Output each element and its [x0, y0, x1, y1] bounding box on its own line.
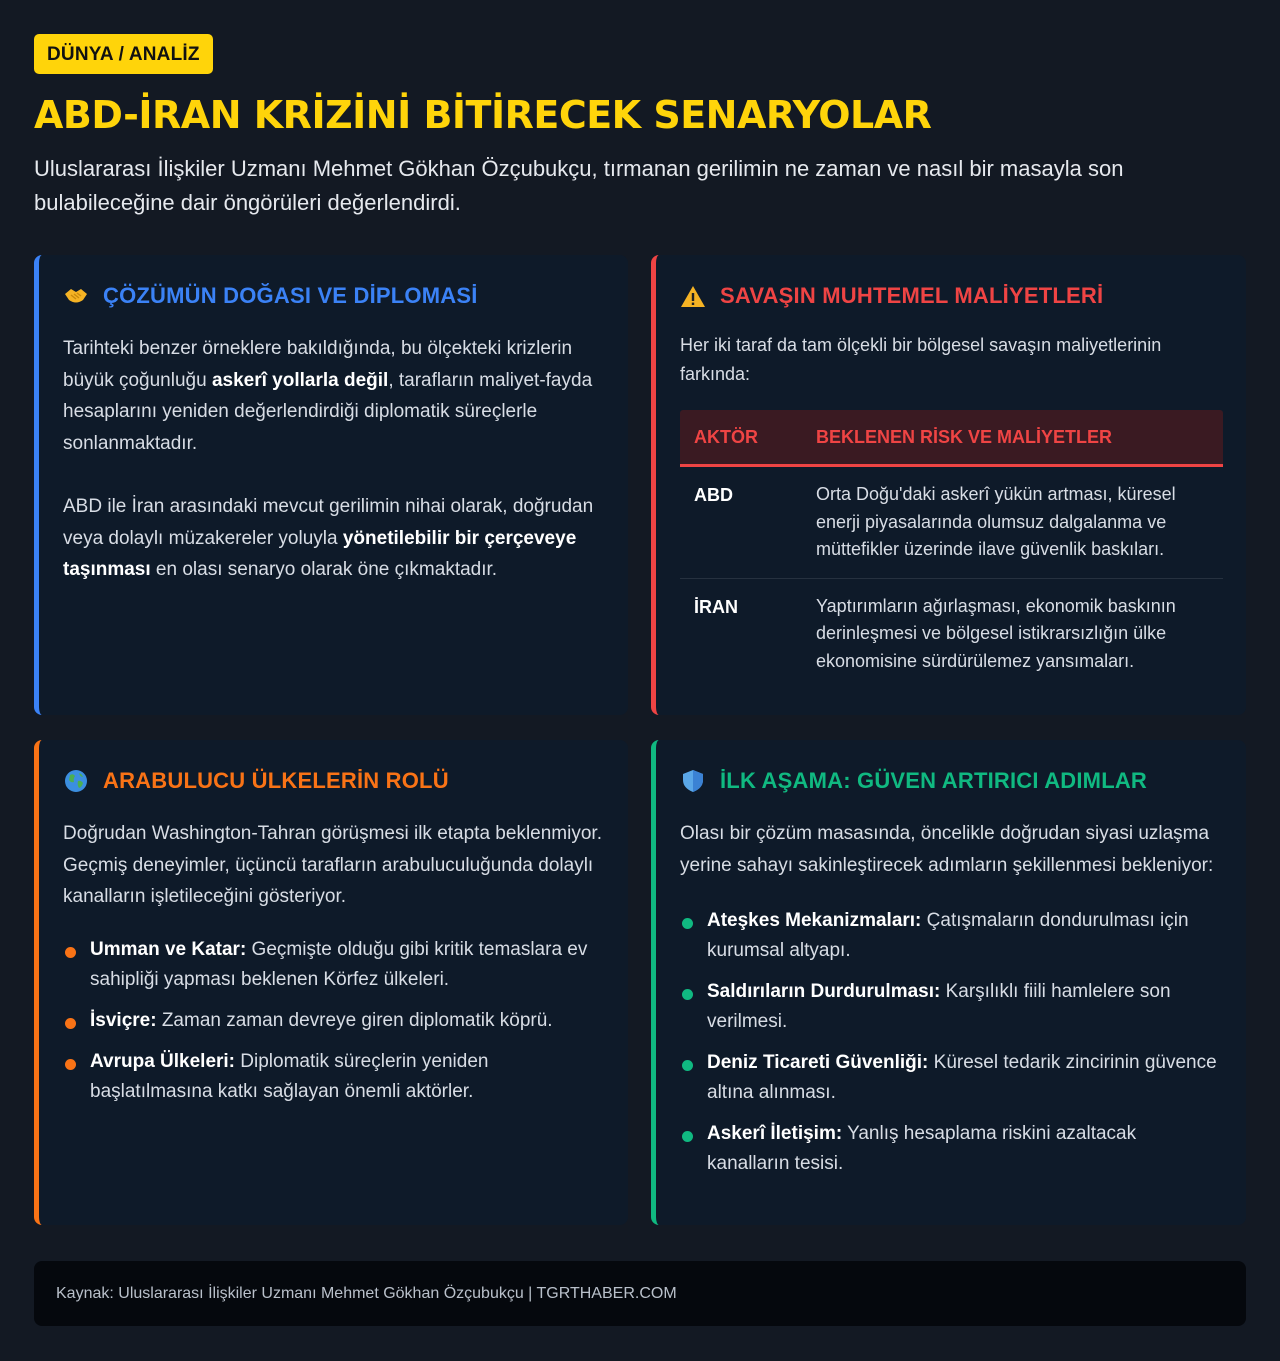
- diplomacy-p2-text-a: ABD ile İran arasındaki mevcut gerilimin nihai olarak, doğrudan veya dolaylı müzakereler yoluyla: [63, 496, 594, 549]
- first-steps-card: [651, 740, 1246, 1225]
- mediators-card: [34, 740, 628, 1225]
- war-costs-intro: Her iki taraf da tam ölçekli bir bölgesel savaşın maliyetlerinin farkında:: [680, 335, 1162, 384]
- first-steps-card-title: İLK AŞAMA: GÜVEN ARTIRICI ADIMLAR: [720, 768, 1148, 793]
- list-item-text: Yanlış hesaplama riskini azaltacak kanalların tesisi.: [707, 1123, 1137, 1174]
- diplomacy-p2-text-c: en olası senaryo olarak öne çıkmaktadır.: [150, 559, 498, 580]
- diplomacy-p2-bold: yönetilebilir bir çerçeveye taşınması: [63, 527, 577, 580]
- war-costs-card-title: SAVAŞIN MUHTEMEL MALİYETLERİ: [720, 283, 1104, 308]
- table-cell-actor: İRAN: [694, 596, 738, 617]
- diplomacy-paragraph-2: [63, 491, 604, 586]
- war-costs-card-header: [680, 281, 1222, 311]
- list-item-text: Geçmişte olduğu gibi kritik temaslara ev sahipliği yapması beklenen Körfez ülkeleri.: [90, 938, 588, 990]
- page-title: ABD-İRAN KRİZİNİ BİTİRECEK SENARYOLAR: [34, 93, 932, 137]
- bullet-icon: [65, 947, 76, 958]
- list-item: [680, 906, 1222, 966]
- shield-icon: [680, 768, 706, 794]
- mediators-intro: Doğrudan Washington-Tahran görüşmesi ilk etapta beklenmiyor. Geçmiş deneyimler, üçüncü tarafların arabuluculuğunda dolaylı kanalların işletileceğini gösteriyor.: [63, 823, 602, 907]
- bullet-icon: [682, 1060, 693, 1071]
- list-item-label: Ateşkes Mekanizmaları:: [707, 910, 922, 931]
- table-cell-risk: Yaptırımların ağırlaşması, ekonomik baskının derinleşmesi ve bölgesel istikrarsızlığın ülke ekonomisine sürdürülemez yansımaları.: [816, 595, 1176, 671]
- bullet-icon: [682, 918, 693, 929]
- warning-icon: [680, 283, 706, 309]
- diplomacy-p1-text-c: , tarafların maliyet-fayda hesaplarını yeniden değerlendirdiği diplomatik süreçlerle sonlanmaktadır.: [63, 369, 593, 454]
- mediators-list: [63, 935, 604, 1107]
- diplomacy-p1-text-a: Tarihteki benzer örneklere bakıldığında, bu ölçekteki krizlerin büyük çoğunluğu: [63, 338, 573, 391]
- costs-table: [680, 410, 1223, 689]
- list-item-text: Küresel tedarik zincirinin güvence altına alınması.: [707, 1052, 1217, 1103]
- list-item-label: Saldırıların Durdurulması:: [707, 981, 941, 1002]
- first-steps-list: [680, 906, 1222, 1179]
- bullet-icon: [682, 1131, 693, 1142]
- costs-table-header: [680, 410, 1223, 467]
- list-item: [680, 977, 1222, 1037]
- table-row: [680, 467, 1223, 579]
- bullet-icon: [682, 989, 693, 1000]
- list-item: [680, 1119, 1222, 1179]
- diplomacy-paragraph-1: [63, 333, 604, 459]
- category-badge: DÜNYA / ANALİZ: [34, 34, 213, 74]
- list-item-text: Diplomatik süreçlerin yeniden başlatılmasına katkı sağlayan önemli aktörler.: [90, 1050, 489, 1102]
- list-item-label: Deniz Ticareti Güvenliği:: [707, 1052, 929, 1073]
- diplomacy-card-title: ÇÖZÜMÜN DOĞASI VE DİPLOMASİ: [103, 283, 478, 308]
- page-subtitle: Uluslararası İlişkiler Uzmanı Mehmet Gökhan Özçubukçu, tırmanan gerilimin ne zaman ve nasıl bir masayla son bulabileceğine dair öngörüleri değerlendirdi.: [34, 155, 1124, 215]
- column-header-risk: BEKLENEN RİSK VE MALİYETLER: [816, 426, 1113, 447]
- source-text: Kaynak: Uluslararası İlişkiler Uzmanı Mehmet Gökhan Özçubukçu | TGRTHABER.COM: [56, 1284, 677, 1302]
- column-header-actor: AKTÖR: [694, 426, 758, 447]
- mediators-card-header: [63, 766, 604, 796]
- list-item-label: Avrupa Ülkeleri:: [90, 1050, 236, 1072]
- list-item-text: Zaman zaman devreye giren diplomatik köprü.: [156, 1009, 553, 1031]
- diplomacy-card: [34, 255, 628, 715]
- list-item-text: Çatışmaların dondurulması için kurumsal altyapı.: [707, 910, 1189, 961]
- table-cell-risk: Orta Doğu'daki askerî yükün artması, küresel enerji piyasalarında olumsuz dalgalanma ve müttefikler üzerinde ilave güvenlik baskıları.: [816, 484, 1176, 559]
- globe-icon: [63, 768, 89, 794]
- bullet-icon: [65, 1059, 76, 1070]
- handshake-icon: [63, 283, 89, 309]
- bullet-icon: [65, 1018, 76, 1029]
- table-cell-actor: ABD: [694, 485, 733, 505]
- mediators-card-title: ARABULUCU ÜLKELERİN ROLÜ: [103, 768, 449, 793]
- list-item-text: Karşılıklı fiili hamlelere son verilmesi.: [707, 981, 1171, 1032]
- list-item: [63, 1006, 604, 1036]
- diplomacy-card-header: [63, 281, 604, 311]
- diplomacy-p1-bold: askerî yollarla değil: [211, 369, 389, 391]
- war-costs-card: [651, 255, 1246, 715]
- source-footer: [34, 1261, 1246, 1326]
- list-item-label: Umman ve Katar:: [90, 938, 247, 960]
- list-item-label: İsviçre:: [90, 1009, 157, 1031]
- list-item: [680, 1048, 1222, 1108]
- list-item: [63, 935, 604, 995]
- list-item: [63, 1047, 604, 1107]
- first-steps-card-header: [680, 766, 1222, 796]
- first-steps-intro: Olası bir çözüm masasında, öncelikle doğrudan siyasi uzlaşma yerine sahayı sakinleştirecek adımların şekillenmesi bekleniyor:: [680, 823, 1214, 876]
- table-row: [680, 579, 1223, 690]
- list-item-label: Askerî İletişim:: [707, 1123, 843, 1144]
